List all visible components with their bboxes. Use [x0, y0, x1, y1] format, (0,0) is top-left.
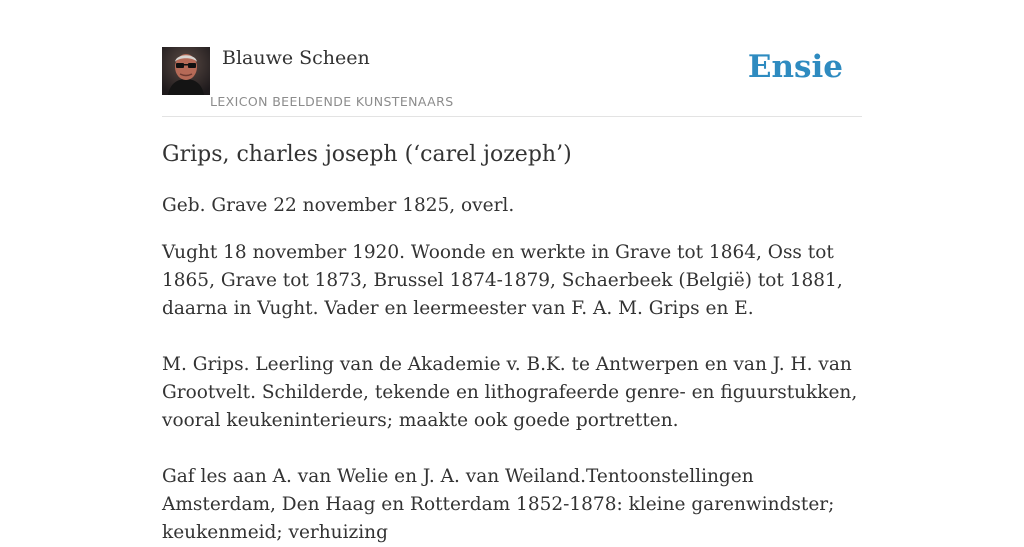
- article: [162, 138, 866, 547]
- author-name[interactable]: Blauwe Scheen: [222, 47, 370, 69]
- avatar-image: [162, 47, 210, 95]
- avatar[interactable]: [162, 47, 210, 95]
- collection-name[interactable]: LEXICON BEELDENDE KUNSTENAARS: [210, 94, 454, 109]
- article-paragraph: Gaf les aan A. van Welie en J. A. van Weiland.Tentoonstellingen Amsterdam, Den Haag en Rotterdam 1852-1878: kleine garenwindster; keukenmeid; verhuizing: [162, 466, 835, 543]
- article-paragraph: Vught 18 november 1920. Woonde en werkte in Grave tot 1864, Oss tot 1865, Grave tot 1873, Brussel 1874-1879, Schaerbeek (België) tot 1881, daarna in Vught. Vader en leermeester van F. A. M. Grips en E.: [162, 242, 843, 319]
- article-paragraph: Geb. Grave 22 november 1825, overl.: [162, 195, 515, 216]
- article-title: Grips, charles joseph (‘carel jozeph’): [162, 142, 572, 167]
- header: [162, 47, 862, 117]
- brand-logo[interactable]: Ensie: [747, 49, 843, 85]
- article-paragraph: M. Grips. Leerling van de Akademie v. B.K. te Antwerpen en van J. H. van Grootvelt. Schilderde, tekende en lithografeerde genre- en figuurstukken, vooral keukeninterieurs; maakte ook goede portretten.: [162, 354, 858, 431]
